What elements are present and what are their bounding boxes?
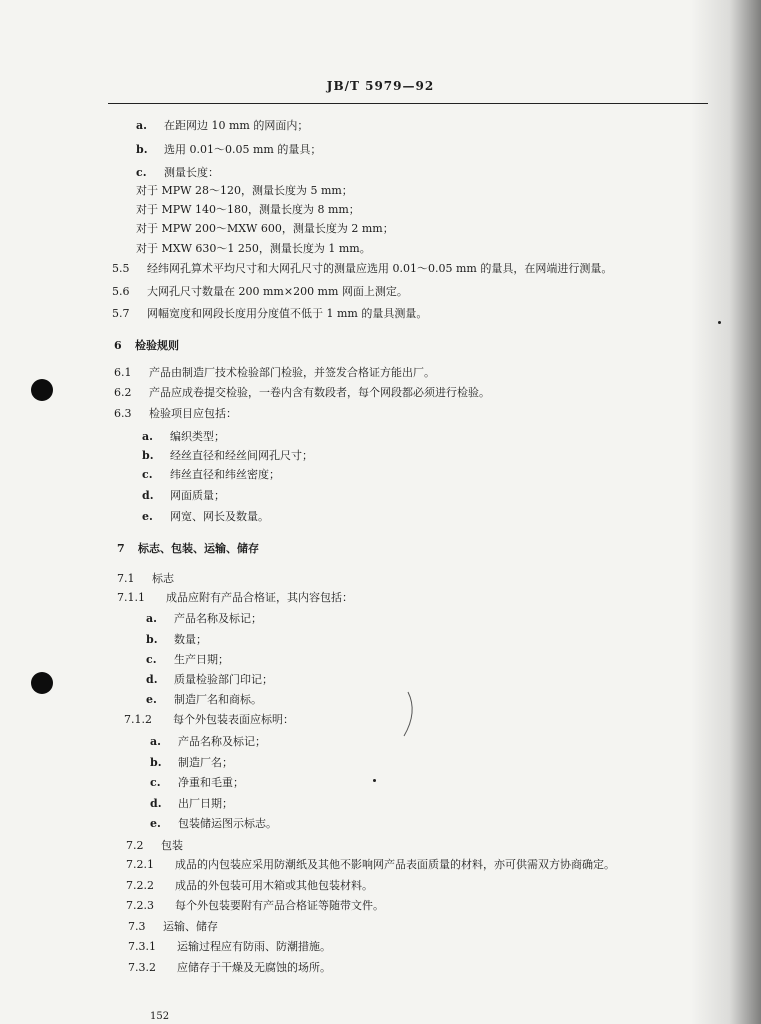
list-item [150,735,266,749]
list-item [136,166,219,180]
list-item [150,776,244,790]
line-text: 测量长度： [164,166,219,179]
list-marker: b. [150,756,162,769]
line-text: 对于 MPW 140～180，测量长度为 8 mm； [136,203,360,216]
clause-line [126,839,183,853]
text-line [136,222,394,236]
clause-line [117,542,259,556]
line-text: 产品名称及标记； [174,612,262,625]
clause-line [114,386,490,400]
line-text: 产品由制造厂技术检验部门检验，并签发合格证方能出厂。 [149,366,435,379]
clause-line [126,858,615,872]
clause-number: 5.6 [112,285,130,298]
clause-line [117,572,174,586]
clause-number: 7.3 [128,920,146,933]
clause-number: 6.2 [114,386,132,399]
line-text: 质量检验部门印记； [174,673,273,686]
line-text: 生产日期； [174,653,229,666]
line-text: 制造厂名； [178,756,233,769]
list-item [136,143,321,157]
list-item [150,817,277,831]
binding-hole-bottom [31,672,53,694]
list-marker: e. [146,693,157,706]
clause-line [117,591,353,605]
line-text: 出厂日期； [178,797,233,810]
list-marker: c. [142,468,153,481]
clause-number: 7.1.1 [117,591,145,604]
line-text: 网幅宽度和网段长度用分度值不低于 1 mm 的量具测量。 [147,307,428,320]
clause-number: 5.7 [112,307,130,320]
text-line [136,242,371,256]
clause-number: 6.1 [114,366,132,379]
list-marker: d. [142,489,154,502]
clause-line [128,920,218,934]
binding-hole-top [31,379,53,401]
line-text: 成品的外包装可用木箱或其他包装材料。 [175,879,373,892]
list-item [146,693,262,707]
list-item [146,612,262,626]
line-text: 标志 [152,572,174,585]
line-text: 纬丝直径和纬丝密度； [170,468,280,481]
list-marker: d. [150,797,162,810]
line-text: 净重和毛重； [178,776,244,789]
clause-number: 5.5 [112,262,130,275]
clause-line [112,285,408,299]
clause-line [114,366,435,380]
scan-speck [373,779,376,782]
clause-number: 7.2.3 [126,899,154,912]
clause-number: 7 [117,542,125,555]
line-text: 对于 MPW 28～120，测量长度为 5 mm； [136,184,353,197]
list-marker: c. [150,776,161,789]
line-text: 包装储运图示标志。 [178,817,277,830]
scan-mark [396,690,420,740]
line-text: 数量； [174,633,207,646]
list-item [142,430,225,444]
text-line [136,184,353,198]
clause-number: 7.2.1 [126,858,154,871]
list-marker: a. [150,735,161,748]
list-marker: b. [142,449,154,462]
line-text: 产品名称及标记； [178,735,266,748]
list-item [142,449,313,463]
list-item [146,673,273,687]
list-item [146,633,207,647]
scan-speck [718,321,721,324]
list-marker: a. [146,612,157,625]
clause-number: 6 [114,339,122,352]
line-text: 每个外包装要附有产品合格证等随带文件。 [175,899,384,912]
list-item [150,756,233,770]
clause-line [128,961,331,975]
header-rule [108,103,708,104]
list-item [136,119,308,133]
clause-number: 6.3 [114,407,132,420]
clause-number: 7.1.2 [124,713,152,726]
clause-line [126,879,373,893]
line-text: 运输、储存 [163,920,218,933]
document-header: JB/T 5979—92 [326,79,435,93]
clause-line [114,407,237,421]
clause-number: 7.2.2 [126,879,154,892]
line-text: 每个外包装表面应标明： [173,713,294,726]
list-marker: a. [142,430,153,443]
list-item [150,797,233,811]
list-item [142,468,280,482]
clause-number: 7.2 [126,839,144,852]
page-number: 152 [150,1011,170,1022]
clause-line [124,713,294,727]
text-line [136,203,360,217]
list-marker: e. [150,817,161,830]
clause-number: 7.3.1 [128,940,156,953]
line-text: 标志、包装、运输、储存 [138,542,259,555]
clause-line [114,339,179,353]
list-marker: c. [136,166,147,179]
line-text: 选用 0.01～0.05 mm 的量具； [164,143,322,156]
clause-line [112,262,612,276]
line-text: 检验项目应包括： [149,407,237,420]
list-marker: e. [142,510,153,523]
line-text: 对于 MPW 200～MXW 600，测量长度为 2 mm； [136,222,394,235]
clause-number: 7.1 [117,572,135,585]
list-marker: a. [136,119,147,132]
line-text: 成品应附有产品合格证，其内容包括： [166,591,353,604]
line-text: 编织类型； [170,430,225,443]
clause-line [128,940,331,954]
line-text: 经纬网孔算术平均尺寸和大网孔尺寸的测量应选用 0.01～0.05 mm 的量具，在网端进行测量。 [147,262,613,275]
list-item [146,653,229,667]
line-text: 大网孔尺寸数量在 200 mm×200 mm 网面上测定。 [147,285,408,298]
clause-line [112,307,427,321]
list-item [142,510,269,524]
line-text: 成品的内包装应采用防潮纸及其他不影响网产品表面质量的材料，亦可供需双方协商确定。 [175,858,615,871]
line-text: 对于 MXW 630～1 250，测量长度为 1 mm。 [136,242,371,255]
list-marker: b. [146,633,158,646]
line-text: 包装 [161,839,183,852]
line-text: 应储存于干燥及无腐蚀的场所。 [177,961,331,974]
line-text: 运输过程应有防雨、防潮措施。 [177,940,331,953]
list-marker: c. [146,653,157,666]
line-text: 网面质量； [170,489,225,502]
list-marker: b. [136,143,148,156]
line-text: 在距网边 10 mm 的网面内； [164,119,309,132]
line-text: 检验规则 [135,339,179,352]
list-marker: d. [146,673,158,686]
line-text: 经丝直径和经丝间网孔尺寸； [170,449,313,462]
line-text: 产品应成卷提交检验，一卷内含有数段者，每个网段都必须进行检验。 [149,386,490,399]
scan-edge-shadow [691,0,761,1024]
line-text: 网宽、网长及数量。 [170,510,269,523]
clause-number: 7.3.2 [128,961,156,974]
line-text: 制造厂名和商标。 [174,693,262,706]
clause-line [126,899,384,913]
list-item [142,489,225,503]
